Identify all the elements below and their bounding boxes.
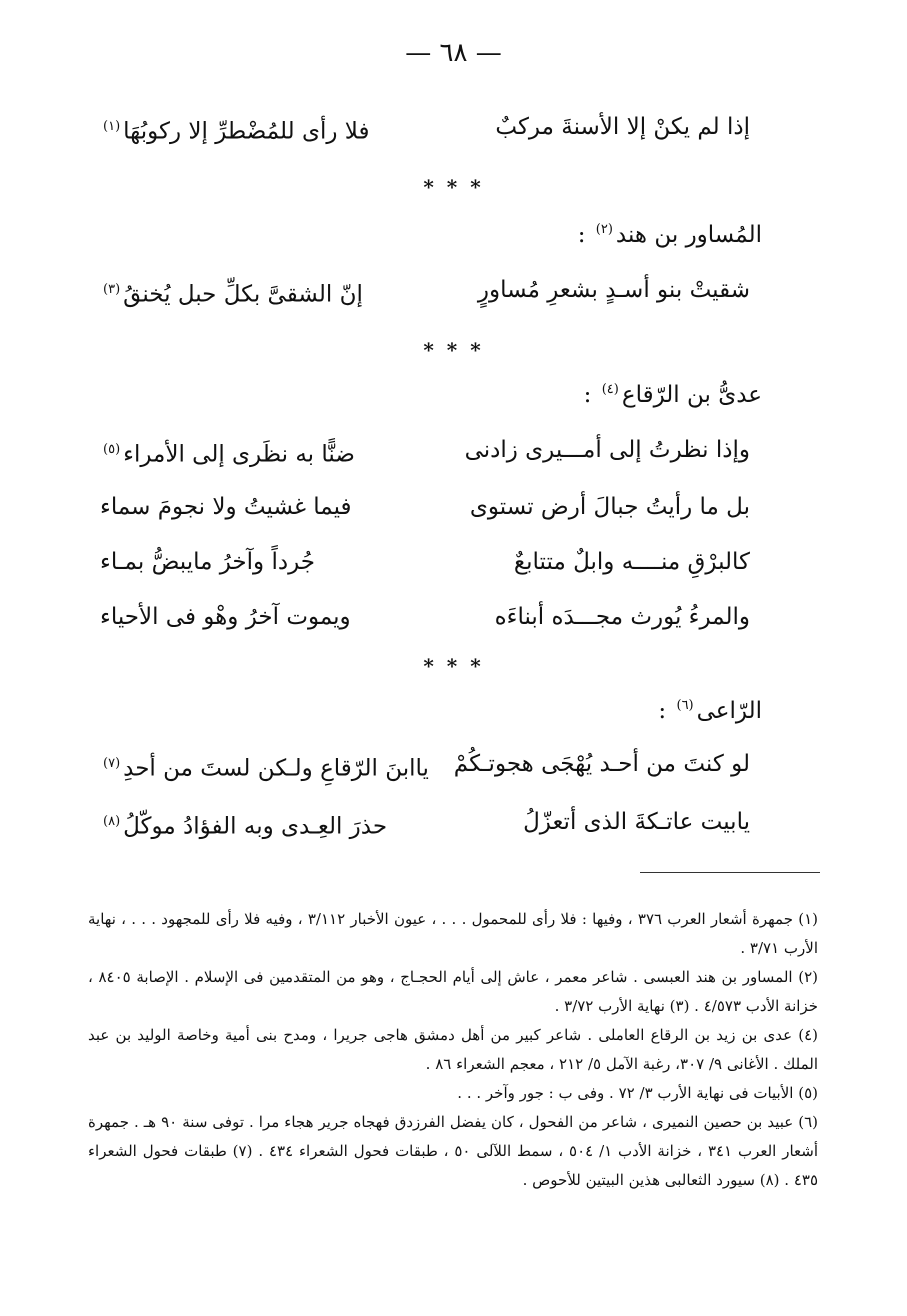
verse-second-hemistich: ويموت آخرُ وهْو فى الأحياء [100, 604, 351, 630]
verse [100, 595, 750, 639]
footnote: (٤) عدى بن زيد بن الرقاع العاملى . شاعر كبير من أهل دمشق هاجى جريرا ، ومدح بنى أمية وخاصة الوليد بن عبد الملك . الأغانى ٩/ ٣٠٧، رغبة الآمل ٥/ ٢١٢ ، معجم الشعراء ٨٦ . [88, 1026, 818, 1073]
verse-second-hemistich [100, 105, 369, 154]
verse-second-hemistich [100, 800, 387, 849]
verse-second-hemistich-text: حذرَ العِـدى وبه الفؤادُ موكّلُ [123, 813, 388, 840]
footnote: (٢) المساور بن هند العبسى . شاعر معمر ، عاش إلى أيام الحجـاج ، وهو من المتقدمين فى الإسلام . الإصابة ٨٤٠٥ ، خزانة الأدب ٤/٥٧٣ . (٣) نهاية الأرب ٣/٧٢ . [88, 968, 819, 1015]
verse [100, 105, 750, 149]
verse-first-hemistich: لو كنتَ من أحـد يُهْجَى هجوتـكُمْ [453, 751, 750, 777]
verse-second-hemistich [100, 742, 429, 791]
footnote-marker: (١) [103, 119, 121, 134]
verse-second-hemistich-text: إنّ الشقىَّ بكلِّ حبل يُخنقُ [123, 281, 363, 308]
footnote-marker: (٦) [676, 698, 694, 714]
verse-second-hemistich [100, 268, 363, 317]
poet-name: المُساور بن هند [615, 222, 762, 248]
section-separator: * * * [423, 338, 484, 362]
verse [100, 800, 750, 844]
verse-first-hemistich: كالبرْقِ منــــه وابلٌ متتابعٌ [513, 549, 750, 575]
footnote-divider [640, 872, 820, 873]
poet-heading: المُساور بن هند$^{(٢)}$ : [577, 222, 762, 248]
verse-second-hemistich: جُرداً وآخرُ مايبضُّ بمـاء [100, 549, 315, 575]
verse-first-hemistich: شقيتْ بنو أسـدٍ بشعرِ مُساورٍ [477, 277, 750, 303]
verse [100, 742, 750, 786]
footnote-marker: (٤) [601, 382, 619, 398]
verse-first-hemistich: وإذا نظرتُ إلى أمـــيرى زادنى [464, 437, 750, 463]
footnote-marker: (٣) [103, 282, 121, 297]
verse-first-hemistich: إذا لم يكنْ إلا الأسنةَ مركبٌ [495, 114, 750, 140]
poet-heading: الرّاعى$^{(٦)}$ : [658, 698, 762, 724]
footnote-marker: (٢) [595, 222, 613, 238]
verse-first-hemistich: بل ما رأيتُ جبالَ أرض تستوى [469, 494, 750, 520]
verse-first-hemistich: يابيت عاتـكةَ الذى أتعزّلُ [523, 809, 750, 835]
section-separator: * * * [423, 175, 484, 199]
verse-second-hemistich: فيما غشيتُ ولا نجومَ سماء [100, 494, 352, 520]
verse-second-hemistich-text: ياابنَ الرّقاعِ ولـكن لستَ من أحدِ [123, 755, 429, 782]
footnote-marker: (٨) [103, 814, 121, 829]
footnote-marker: (٥) [103, 442, 121, 457]
section-separator: * * * [423, 654, 484, 678]
footnote: (٥) الأبيات فى نهاية الأرب ٣/ ٧٢ . وفى ب : جور وآخر . . . [457, 1084, 818, 1102]
footnotes [88, 905, 818, 1195]
page-number: — ٦٨ — [405, 38, 502, 68]
verse [100, 540, 750, 584]
verse-first-hemistich: والمرءُ يُورث مجـــدَه أبناءَه [494, 604, 750, 630]
verse-second-hemistich-text: فلا رأى للمُضْطرِّ إلا ركوبُهَا [123, 118, 370, 145]
verse-second-hemistich-text: ضنًّا به نظَرى إلى الأمراء [123, 441, 355, 468]
poet-heading: عدىُّ بن الرّقاع$^{(٤)}$ : [583, 382, 762, 408]
verse [100, 268, 750, 312]
poet-name: عدىُّ بن الرّقاع [621, 382, 762, 408]
footnote: (٦) عبيد بن حصين النميرى ، شاعر من الفحول ، كان يفضل الفرزدق فهجاه جرير هجاء مرا . توفى سنة ٩٠ هـ . جمهرة أشعار العرب ٣٤١ ، خزانة الأدب ١/ ٥٠٤ ، سمط اللآلى ٥٠ ، طبقات فحول الشعراء ٤٣٤ . (٧) طبقات فحول الشعراء ٤٣٥ . (٨) سيورد الثعالبى هذين البيتين للأحوص . [88, 1113, 818, 1189]
verse [100, 428, 750, 472]
footnote: (١) جمهرة أشعار العرب ٣٧٦ ، وفيها : فلا رأى للمحمول . . . ، عيون الأخبار ٣/١١٢ ، وفيه فلا رأى للمجهود . . . ، نهاية الأرب ٣/٧١ . [88, 910, 818, 957]
poet-name: الرّاعى [696, 698, 762, 724]
verse [100, 485, 750, 529]
verse-second-hemistich [100, 428, 355, 477]
footnote-marker: (٧) [103, 756, 121, 771]
